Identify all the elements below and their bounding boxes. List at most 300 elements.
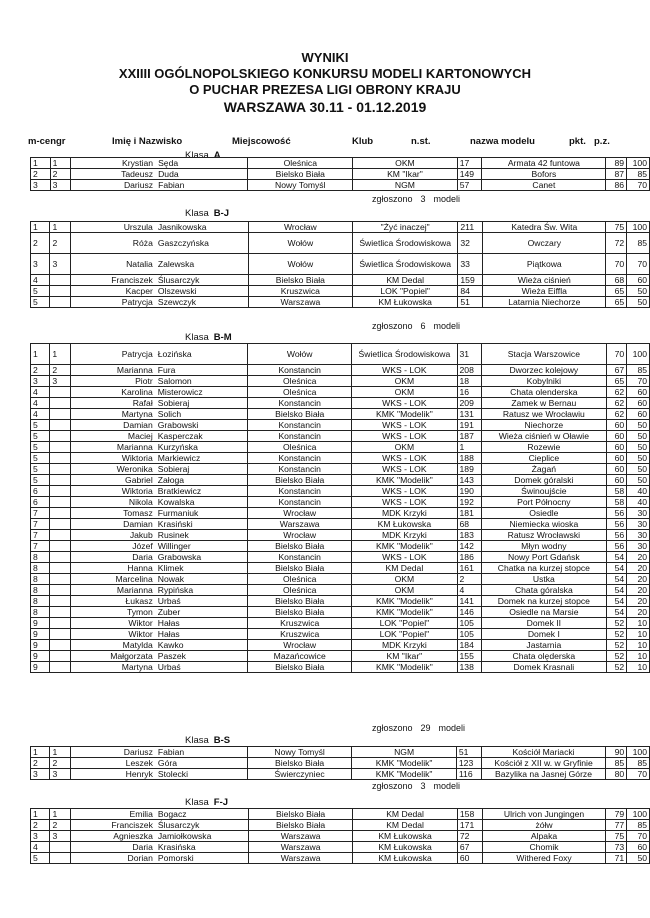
cell-class-place xyxy=(50,286,70,297)
cell-extra-points: 50 xyxy=(627,297,650,308)
cell-place: 5 xyxy=(31,420,50,431)
cell-class-place xyxy=(50,297,70,308)
cell-city: Wrocław xyxy=(248,222,352,233)
cell-model-name: Zamek w Bernau xyxy=(482,398,606,409)
cell-club: KM "Ikar" xyxy=(352,651,457,662)
summary-count: 29 xyxy=(420,723,431,733)
table-row xyxy=(31,662,650,673)
cell-club: KM Łukowska xyxy=(353,853,458,864)
cell-club: WKS - LOK xyxy=(352,365,457,376)
cell-place: 5 xyxy=(31,464,50,475)
cell-points: 67 xyxy=(606,365,627,376)
cell-points: 65 xyxy=(606,376,627,387)
cell-start-number: 191 xyxy=(457,420,482,431)
first-name: Weronika xyxy=(116,464,153,474)
summary-unit: modeli xyxy=(433,781,461,791)
cell-name xyxy=(70,519,247,530)
cell-city: Kruszwica xyxy=(248,286,352,297)
cell-model-name: żółw xyxy=(482,820,606,831)
cell-start-number: 105 xyxy=(457,618,482,629)
cell-class-place xyxy=(50,563,70,574)
cell-model-name: Ulrich von Jungingen xyxy=(482,809,606,820)
table-row xyxy=(31,297,650,308)
cell-club: WKS - LOK xyxy=(352,453,457,464)
entries-summary xyxy=(372,781,468,791)
cell-points: 52 xyxy=(606,629,627,640)
cell-place: 6 xyxy=(31,486,50,497)
cell-name xyxy=(70,233,248,254)
first-name: Henryk xyxy=(125,769,153,779)
cell-extra-points: 50 xyxy=(627,853,650,864)
cell-model-name: Chomik xyxy=(482,842,606,853)
cell-place: 9 xyxy=(31,629,50,640)
last-name: Góra xyxy=(157,758,178,768)
cell-city: Bielsko Biała xyxy=(248,169,353,180)
cell-model-name: Ustka xyxy=(482,574,606,585)
cell-model-name: Domek II xyxy=(482,618,606,629)
cell-points: 75 xyxy=(606,222,627,233)
table-row xyxy=(31,486,650,497)
cell-points: 75 xyxy=(606,831,627,842)
class-heading xyxy=(185,735,230,746)
cell-extra-points: 70 xyxy=(627,254,650,275)
cell-start-number: 68 xyxy=(457,519,482,530)
cell-start-number: 33 xyxy=(458,254,483,275)
cell-points: 80 xyxy=(606,769,627,780)
entries-summary xyxy=(372,194,468,204)
cell-points: 70 xyxy=(606,254,627,275)
cell-name xyxy=(70,596,247,607)
last-name: Sobieraj xyxy=(157,464,190,474)
cell-extra-points: 100 xyxy=(627,344,650,365)
cell-start-number: 142 xyxy=(457,541,482,552)
cell-points: 56 xyxy=(606,541,627,552)
table-row xyxy=(31,853,650,864)
cell-place: 3 xyxy=(31,376,50,387)
cell-city: Konstancin xyxy=(248,453,352,464)
first-name: Wiktoria xyxy=(121,453,153,463)
table-row xyxy=(31,254,650,275)
header-start-number: n.st. xyxy=(411,136,431,147)
cell-start-number: 17 xyxy=(457,158,482,169)
cell-city: Warszawa xyxy=(248,519,352,530)
cell-club: MDK Krzyki xyxy=(352,508,457,519)
last-name: Nowak xyxy=(157,574,185,584)
cell-name xyxy=(70,618,247,629)
cell-extra-points: 100 xyxy=(627,809,650,820)
cell-club: KMK "Modelik" xyxy=(352,662,457,673)
table-row xyxy=(31,541,650,552)
first-name: Emilia xyxy=(129,809,153,819)
cell-start-number: 116 xyxy=(456,769,481,780)
cell-extra-points: 10 xyxy=(627,662,650,673)
table-row xyxy=(31,365,650,376)
cell-class-place: 3 xyxy=(50,180,71,191)
table-row xyxy=(31,431,650,442)
cell-class-place: 2 xyxy=(50,758,70,769)
cell-club: WKS - LOK xyxy=(352,431,457,442)
cell-points: 54 xyxy=(606,563,627,574)
cell-name xyxy=(70,398,247,409)
cell-start-number: 184 xyxy=(457,640,482,651)
first-name: Józef xyxy=(132,541,153,551)
cell-extra-points: 20 xyxy=(627,607,650,618)
cell-city: Wołów xyxy=(248,254,352,275)
cell-club: KM Dedal xyxy=(353,809,458,820)
cell-class-place xyxy=(50,574,70,585)
cell-name xyxy=(70,552,247,563)
cell-points: 54 xyxy=(606,552,627,563)
cell-club: KMK "Modelik" xyxy=(352,769,457,780)
first-name: Patrycja xyxy=(121,348,153,359)
cell-model-name: Dworzec kolejowy xyxy=(482,365,606,376)
cell-club: MDK Krzyki xyxy=(352,640,457,651)
cell-start-number: 187 xyxy=(457,431,482,442)
cell-city: Oleśnica xyxy=(248,442,352,453)
results-table xyxy=(30,221,650,308)
cell-start-number: 155 xyxy=(457,651,482,662)
header-name: Imię i Nazwisko xyxy=(112,136,183,147)
cell-model-name: Chatka na kurzej stopce xyxy=(482,563,606,574)
class-code: F-J xyxy=(213,797,229,808)
cell-place: 5 xyxy=(31,453,50,464)
cell-place: 5 xyxy=(31,442,50,453)
table-row xyxy=(31,640,650,651)
table-row xyxy=(31,842,650,853)
cell-points: 60 xyxy=(606,464,627,475)
header-points: pkt. xyxy=(569,136,586,147)
table-row xyxy=(31,344,650,365)
class-label: Klasa xyxy=(185,332,209,343)
summary-count: 6 xyxy=(420,321,426,331)
cell-model-name: Latarnia Niechorze xyxy=(483,297,606,308)
cell-club: OKM xyxy=(352,387,457,398)
cell-points: 62 xyxy=(606,387,627,398)
cell-class-place xyxy=(50,541,70,552)
first-name: Jakub xyxy=(129,530,153,540)
last-name: Krasińska xyxy=(157,842,196,852)
last-name: Urbaś xyxy=(157,662,181,672)
cell-model-name: Chata góralska xyxy=(482,585,606,596)
last-name: Kowalska xyxy=(157,497,195,507)
cell-start-number: 189 xyxy=(457,464,482,475)
cell-model-name: Canet xyxy=(482,180,606,191)
cell-start-number: 141 xyxy=(457,596,482,607)
cell-club: OKM xyxy=(353,158,458,169)
table-row xyxy=(31,831,650,842)
cell-start-number: 149 xyxy=(457,169,482,180)
cell-model-name: Kobylniki xyxy=(482,376,606,387)
last-name: Solich xyxy=(157,409,182,419)
last-name: Willinger xyxy=(157,541,191,551)
cell-place: 9 xyxy=(31,662,50,673)
cell-place: 8 xyxy=(31,596,50,607)
summary-count: 3 xyxy=(420,781,426,791)
cell-city: Oleśnica xyxy=(248,585,352,596)
cell-points: 65 xyxy=(606,297,627,308)
cell-name xyxy=(70,662,247,673)
cell-place: 8 xyxy=(31,585,50,596)
cell-city: Warszawa xyxy=(248,831,352,842)
cell-class-place: 2 xyxy=(50,233,70,254)
cell-model-name: Chata olęderska xyxy=(482,651,606,662)
cell-class-place: 3 xyxy=(50,376,70,387)
header-extra-points: p.z. xyxy=(594,136,610,147)
last-name: Hałas xyxy=(157,618,180,628)
cell-name xyxy=(70,809,248,820)
cell-club: KMK "Modelik" xyxy=(352,541,457,552)
cell-points: 89 xyxy=(606,158,627,169)
cell-start-number: 186 xyxy=(457,552,482,563)
cell-name xyxy=(70,497,247,508)
cell-class-place xyxy=(50,618,70,629)
cell-extra-points: 30 xyxy=(627,530,650,541)
cell-extra-points: 20 xyxy=(627,585,650,596)
last-name: Markiewicz xyxy=(157,453,201,463)
cell-place: 7 xyxy=(31,519,50,530)
cell-club: MDK Krzyki xyxy=(352,530,457,541)
cell-class-place xyxy=(50,420,70,431)
cell-city: Bielsko Biała xyxy=(248,563,352,574)
first-name: Tadeusz xyxy=(121,169,154,179)
cell-city: Konstancin xyxy=(248,486,352,497)
last-name: Zuber xyxy=(157,607,181,617)
cell-model-name: Owczary xyxy=(483,233,606,254)
cell-club: NGM xyxy=(352,747,457,758)
results-table xyxy=(30,746,650,780)
cell-extra-points: 100 xyxy=(627,747,650,758)
cell-class-place xyxy=(50,508,70,519)
cell-name xyxy=(70,222,248,233)
cell-city: Warszawa xyxy=(248,842,352,853)
cell-city: Nowy Tomyśl xyxy=(247,747,351,758)
cell-place: 2 xyxy=(31,233,50,254)
cell-model-name: Wieża Eiffla xyxy=(483,286,606,297)
cell-class-place xyxy=(50,853,70,864)
cell-extra-points: 10 xyxy=(627,640,650,651)
cell-start-number: 181 xyxy=(457,508,482,519)
cell-club: KMK "Modelik" xyxy=(352,758,457,769)
cell-club: KMK "Modelik" xyxy=(352,475,457,486)
cell-start-number: 4 xyxy=(457,585,482,596)
cell-model-name: Alpaka xyxy=(482,831,606,842)
table-row xyxy=(31,222,650,233)
first-name: Wiktor xyxy=(128,629,153,639)
cell-model-name: Port Północny xyxy=(482,497,606,508)
cell-city: Wrocław xyxy=(248,640,352,651)
cell-extra-points: 60 xyxy=(627,275,650,286)
cell-city: Bielsko Biała xyxy=(248,541,352,552)
cell-club: NGM xyxy=(353,180,458,191)
cell-club: LOK "Popiel" xyxy=(352,618,457,629)
first-name: Kacper xyxy=(125,286,153,296)
first-name: Franciszek xyxy=(111,275,153,285)
cell-club: KM Dedal xyxy=(352,275,457,286)
cell-start-number: 60 xyxy=(457,853,482,864)
cell-class-place: 2 xyxy=(50,169,71,180)
cell-class-place xyxy=(50,453,70,464)
cell-place: 4 xyxy=(31,387,50,398)
cell-club: OKM xyxy=(352,574,457,585)
cell-club: WKS - LOK xyxy=(352,464,457,475)
cell-place: 8 xyxy=(31,563,50,574)
cell-place: 5 xyxy=(31,297,50,308)
cell-points: 86 xyxy=(606,180,627,191)
cell-name xyxy=(70,376,247,387)
cell-club: KMK "Modelik" xyxy=(352,409,457,420)
cell-place: 8 xyxy=(31,607,50,618)
first-name: Dorian xyxy=(127,853,153,863)
results-table xyxy=(30,157,650,191)
cell-name xyxy=(70,541,247,552)
cell-model-name: Withered Foxy xyxy=(482,853,606,864)
last-name: Szewczyk xyxy=(157,297,197,307)
cell-place: 2 xyxy=(31,820,50,831)
cell-start-number: 32 xyxy=(458,233,483,254)
cell-class-place: 1 xyxy=(50,747,70,758)
last-name: Fura xyxy=(157,365,176,375)
cell-name xyxy=(70,530,247,541)
cell-model-name: Domek góralski xyxy=(482,475,606,486)
cell-extra-points: 100 xyxy=(627,158,650,169)
first-name: Rafał xyxy=(132,398,153,408)
table-row xyxy=(31,552,650,563)
cell-club: KM "Ikar" xyxy=(353,169,458,180)
cell-extra-points: 85 xyxy=(627,820,650,831)
last-name: Jamiołkowska xyxy=(157,831,212,841)
cell-name xyxy=(70,758,247,769)
cell-start-number: 138 xyxy=(457,662,482,673)
cell-points: 60 xyxy=(606,431,627,442)
cell-class-place xyxy=(50,530,70,541)
first-name: Nikola xyxy=(128,497,153,507)
cell-name xyxy=(70,475,247,486)
cell-club: LOK "Popiel" xyxy=(352,629,457,640)
cell-name xyxy=(70,769,247,780)
cell-club: "Żyć inaczej" xyxy=(352,222,457,233)
cell-class-place xyxy=(50,398,70,409)
summary-label: zgłoszono xyxy=(372,194,413,204)
table-row xyxy=(31,508,650,519)
table-row xyxy=(31,497,650,508)
cell-points: 58 xyxy=(606,497,627,508)
first-name: Marianna xyxy=(116,585,153,595)
last-name: Hałas xyxy=(157,629,180,639)
table-row xyxy=(31,387,650,398)
cell-city: Wrocław xyxy=(248,530,352,541)
cell-place: 5 xyxy=(31,853,50,864)
cell-start-number: 84 xyxy=(458,286,483,297)
cell-place: 1 xyxy=(31,747,50,758)
cell-class-place xyxy=(50,596,70,607)
cell-class-place xyxy=(50,842,70,853)
first-name: Wiktoria xyxy=(121,486,153,496)
cell-model-name: Cieplice xyxy=(482,453,606,464)
cell-place: 2 xyxy=(31,758,50,769)
cell-class-place: 2 xyxy=(50,820,70,831)
cell-start-number: 158 xyxy=(457,809,482,820)
first-name: Martyna xyxy=(121,662,153,672)
cell-extra-points: 85 xyxy=(627,758,650,769)
cell-place: 2 xyxy=(31,365,50,376)
cell-city: Oleśnica xyxy=(248,387,352,398)
cell-model-name: Piątkowa xyxy=(483,254,606,275)
cell-name xyxy=(70,563,247,574)
last-name: Gaszczyńska xyxy=(157,237,209,248)
title-line-3: O PUCHAR PREZESA LIGI OBRONY KRAJU xyxy=(189,82,461,97)
cell-name xyxy=(70,629,247,640)
last-name: Stolecki xyxy=(157,769,188,779)
cell-extra-points: 40 xyxy=(627,486,650,497)
last-name: Jasnikowska xyxy=(157,222,207,232)
first-name: Franciszek xyxy=(111,820,153,830)
first-name: Natalia xyxy=(126,258,153,269)
cell-city: Bielsko Biała xyxy=(248,662,352,673)
cell-place: 3 xyxy=(31,254,50,275)
cell-place: 2 xyxy=(31,169,51,180)
cell-points: 52 xyxy=(606,640,627,651)
cell-name xyxy=(70,640,247,651)
cell-start-number: 188 xyxy=(457,453,482,464)
cell-class-place: 1 xyxy=(50,222,70,233)
cell-points: 71 xyxy=(606,853,627,864)
cell-start-number: 16 xyxy=(457,387,482,398)
first-name: Karolina xyxy=(121,387,153,397)
cell-extra-points: 60 xyxy=(627,398,650,409)
cell-class-place: 1 xyxy=(50,158,71,169)
cell-name xyxy=(71,180,248,191)
cell-city: Wrocław xyxy=(248,508,352,519)
cell-start-number: 123 xyxy=(456,758,481,769)
cell-club: OKM xyxy=(352,442,457,453)
cell-points: 62 xyxy=(606,398,627,409)
cell-extra-points: 50 xyxy=(627,475,650,486)
cell-points: 54 xyxy=(606,574,627,585)
cell-class-place xyxy=(50,629,70,640)
table-row xyxy=(31,464,650,475)
cell-place: 3 xyxy=(31,180,51,191)
cell-points: 70 xyxy=(606,344,627,365)
cell-start-number: 159 xyxy=(458,275,483,286)
cell-model-name: Jastarnia xyxy=(482,640,606,651)
cell-points: 54 xyxy=(606,585,627,596)
cell-extra-points: 10 xyxy=(627,651,650,662)
cell-place: 8 xyxy=(31,552,50,563)
cell-start-number: 211 xyxy=(458,222,483,233)
last-name: Krasiński xyxy=(157,519,193,529)
cell-class-place: 3 xyxy=(50,831,70,842)
cell-name xyxy=(70,442,247,453)
cell-city: Bielsko Biała xyxy=(248,809,352,820)
cell-name xyxy=(70,420,247,431)
cell-class-place xyxy=(50,486,70,497)
cell-class-place xyxy=(50,431,70,442)
table-row xyxy=(31,420,650,431)
cell-club: OKM xyxy=(352,376,457,387)
cell-place: 9 xyxy=(31,651,50,662)
cell-points: 90 xyxy=(606,747,627,758)
first-name: Daria xyxy=(132,842,153,852)
cell-points: 72 xyxy=(606,233,627,254)
cell-extra-points: 20 xyxy=(627,596,650,607)
cell-model-name: Wieża ciśnień w Oławie xyxy=(482,431,606,442)
header-model: nazwa modelu xyxy=(470,136,535,147)
cell-start-number: 190 xyxy=(457,486,482,497)
cell-club: KM Łukowska xyxy=(353,842,458,853)
cell-name xyxy=(70,651,247,662)
cell-points: 79 xyxy=(606,809,627,820)
first-name: Damian xyxy=(123,519,153,529)
